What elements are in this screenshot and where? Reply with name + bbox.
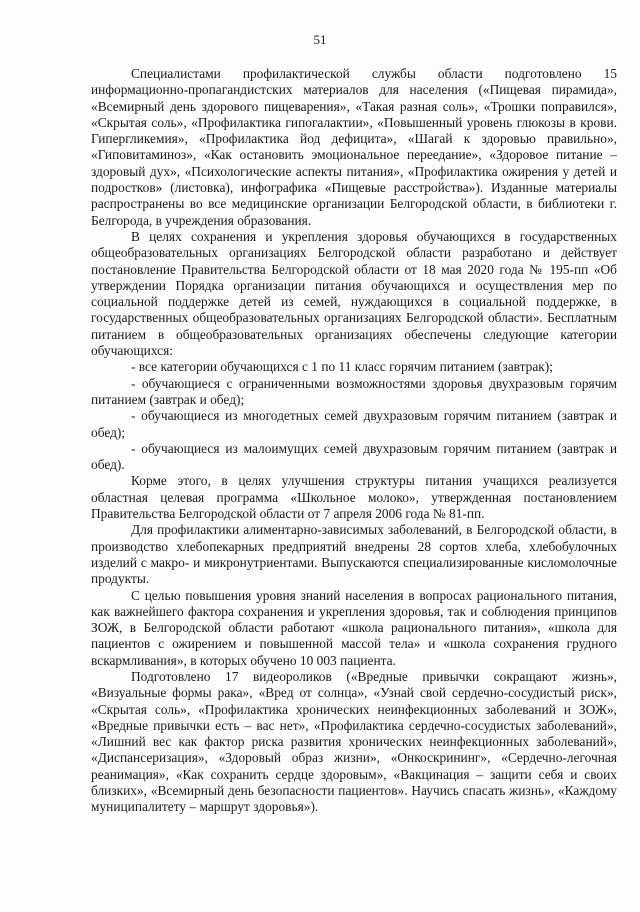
list-item-low-income: - обучающиеся из малоимущих семей двухразовым горячим питанием (завтрак и обед). [91,440,617,473]
paragraph-videos: Подготовлено 17 видеороликов («Вредные привычки сокращают жизнь», «Визуальные формы рака», «Вред от солнца», «Узнай свой сердечно-сосудистый риск», «Скрытая соль», «Профилактика хронических неинфекционных заболеваний и ЗОЖ», «Вредные привычки есть – вас нет», «Профилактика сердечно-сосудистых заболеваний», «Лишний вес как фактор риска развития хронических неинфекционных заболеваний», «Диспансеризация», «Здоровый образ жизни», «Онкоскрининг», «Сердечно-легочная реанимация», «Как сохранить сердце здоровым», «Вакцинация – защити себя и своих близких», «Всемирный день безопасности пациентов». Научись спасать жизнь», «Каждому муниципалитету – маршрут здоровья»). [91,668,617,815]
paragraph-school-nutrition: В целях сохранения и укрепления здоровья обучающихся в государственных общеобразовательных организациях Белгородской области разработано и действует постановление Правительства Белгородской области от 18 мая 2020 года № 195-пп «Об утверждении Порядка организации питания обучающихся и осуществления мер по социальной поддержке детей из семей, нуждающихся в социальной поддержке, в государственных общеобразовательных организациях Белгородской области». Бесплатным питанием в общеобразовательных организациях обеспечены следующие категории обучающихся: [91,228,617,359]
paragraph-materials: Специалистами профилактической службы области подготовлено 15 информационно-пропагандистских материалов для населения («Пищевая пирамида», «Всемирный день здорового пищеварения», «Такая разная соль», «Трошки поправился», «Скрытая соль», «Профилактика гипогалактии», «Повышенный уровень глюкозы в крови. Гипергликемия», «Профилактика йод дефицита», «Шагай к здоровью правильно», «Гиповитаминоз», «Как остановить эмоциональное переедание», «Здоровое питание – здоровый дух», «Психологические аспекты питания», «Профилактика ожирения у детей и подростков» (листовка), инфографика «Пищевые расстройства»). Изданные материалы распространены во все медицинские организации Белгородской области, в библиотеки г. Белгорода, в учреждения образования. [91,66,617,228]
page-number: 51 [313,32,327,47]
document-body [91,66,617,816]
paragraph-nutrition-schools: С целью повышения уровня знаний населения в вопросах рационального питания, как важнейшего фактора сохранения и укрепления здоровья, так и соблюдения принципов ЗОЖ, в Белгородской области работают «школа рационального питания», «школа для пациентов с ожирением и повышенной массой тела» и «школа сохранения грудного вскармливания», в которых обучено 10 003 пациента. [91,587,617,668]
paragraph-school-milk: Корме этого, в целях улучшения структуры питания учащихся реализуется областная целевая программа «Школьное молоко», утвержденная постановлением Правительства Белгородской области от 7 апреля 2006 года № 81-пп. [91,473,617,522]
list-item-large-families: - обучающиеся из многодетных семей двухразовым горячим питанием (завтрак и обед); [91,408,617,440]
list-item-all-students: - все категории обучающихся с 1 по 11 класс горячим питанием (завтрак); [131,359,553,375]
paragraph-bread-fortification: Для профилактики алиментарно-зависимых заболеваний, в Белгородской области, в производство хлебопекарных предприятий внедрены 28 сортов хлеба, хлебобулочных изделий с макро- и микронутриентами. Выпускаются специализированные кисломолочные продукты. [91,522,617,587]
list-item-disabilities: - обучающиеся с ограниченными возможностями здоровья двухразовым горячим питанием (завтрак и обед); [91,375,617,407]
